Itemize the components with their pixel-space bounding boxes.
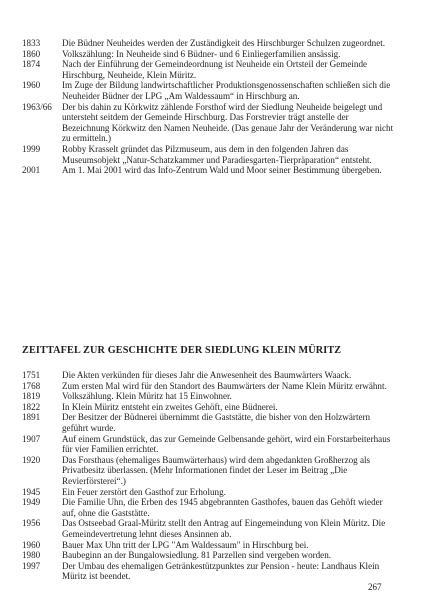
timeline-entry bbox=[22, 38, 394, 49]
entry-year: 1819 bbox=[22, 391, 41, 402]
timeline-entry bbox=[22, 434, 394, 455]
timeline-entry bbox=[22, 165, 394, 176]
timeline-entry bbox=[22, 391, 394, 402]
entry-year: 1963/66 bbox=[22, 101, 52, 112]
timeline-entry bbox=[22, 59, 394, 80]
entry-text: Die Akten verkünden für dieses Jahr die Anwesenheit des Baumwärters Waack. bbox=[62, 370, 352, 380]
entry-year: 1960 bbox=[22, 539, 41, 550]
entry-text: Nach der Einführung der Gemeindeordnung ist Neuheide ein Ortsteil der Gemeinde Hirschburg, Neuheide, Klein Müritz. bbox=[62, 59, 368, 80]
entry-year: 1945 bbox=[22, 486, 41, 497]
timeline-entry bbox=[22, 80, 394, 101]
entry-text: Die Büdner Neuheides werden der Zuständigkeit des Hirschburger Schulzen zugeordnet. bbox=[62, 38, 386, 48]
timeline-entry bbox=[22, 102, 394, 144]
entry-year: 1997 bbox=[22, 560, 41, 571]
entry-text: Das Ostseebad Graal-Müritz stellt den Antrag auf Eingemeindung von Klein Müritz. Die Gemeindevertretung lehnt dieses Ansinnen ab. bbox=[62, 518, 386, 539]
timeline-entry bbox=[22, 381, 394, 392]
entry-year: 1751 bbox=[22, 370, 41, 380]
entry-text: Zum ersten Mal wird für den Standort des Baumwärters der Name Klein Müritz erwähnt. bbox=[62, 380, 387, 391]
entry-text: Im Zuge der Bildung landwirtschaftlicher Produktionsgenossenschaften schließen sich die Neuheider Büdner der LPG „Am Waldessaum“ in Hirschburg an. bbox=[62, 80, 391, 101]
page-number: 267 bbox=[368, 582, 382, 592]
entry-year: 1833 bbox=[22, 38, 41, 48]
entry-text: Ein Feuer zerstört den Gasthof zur Erholung. bbox=[62, 486, 226, 497]
entry-text: Robby Krasselt gründet das Pilzmuseum, aus dem in den folgenden Jahren das Museumsobjekt „Natur-Schatzkammer und Paradiesgarten-Tierpräparation“ entsteht. bbox=[62, 143, 372, 165]
timeline-entry bbox=[22, 487, 394, 498]
entry-year: 1956 bbox=[22, 518, 41, 529]
timeline-entry bbox=[22, 49, 394, 60]
entry-text: Bauer Max Uhn tritt der LPG "Am Waldessaum" in Hirschburg bei. bbox=[62, 539, 309, 550]
timeline-entry bbox=[22, 370, 394, 381]
entry-text: Der bis dahin zu Körkwitz zählende Forsthof wird der Siedlung Neuheide beigelegt und untersteht seitdem der Gemeinde Hirschburg. Das Forstrevier trägt anstelle der Bezeichnung Körkwitz den Namen Neuheide. (Das genaue Jahr der Veränderung war nicht zu ermitteln.) bbox=[62, 101, 394, 144]
entry-year: 1874 bbox=[22, 59, 41, 70]
section-heading: ZEITTAFEL ZUR GESCHICHTE DER SIEDLUNG KLEIN MÜRITZ bbox=[22, 345, 342, 356]
entry-text: Das Forsthaus (ehemaliges Baumwärterhaus) wird dem abgedankten Großherzog als Privatbesitz überlassen. (Mehr Informationen findet der Leser im Beitrag „Die Revierförsterei“.) bbox=[62, 454, 371, 486]
timeline-entry bbox=[22, 561, 394, 582]
entry-text: Baubeginn an der Bungalowsiedlung. 81 Parzellen sind vergeben worden. bbox=[62, 550, 332, 561]
entry-year: 1822 bbox=[22, 401, 41, 412]
entry-text: Auf einem Grundstück, das zur Gemeinde Gelbensande gehört, wird ein Forstarbeiterhaus für vier Familien errichtet. bbox=[62, 433, 391, 455]
entry-text: Am 1. Mai 2001 wird das Info-Zentrum Wald und Moor seiner Bestimmung übergeben. bbox=[62, 165, 382, 176]
entry-text: Volkszählung: In Neuheide sind 6 Büdner- und 6 Einliegerfamilien ansässig. bbox=[62, 48, 341, 59]
timeline-entry bbox=[22, 412, 394, 433]
entry-year: 1891 bbox=[22, 412, 41, 423]
entry-year: 1768 bbox=[22, 380, 41, 391]
entry-year: 1960 bbox=[22, 80, 41, 91]
entry-text: Die Familie Uhn, die Erben des 1945 abgebrannten Gasthofes, bauen das Gehöft wieder auf, ohne die Gaststätte. bbox=[62, 497, 383, 518]
timeline-entry bbox=[22, 540, 394, 551]
timeline-entry bbox=[22, 518, 394, 539]
timeline-entry bbox=[22, 144, 394, 165]
entry-text: Der Umbau des ehemaligen Getränkestützpunktes zur Pension - heute: Landhaus Klein Müritz ist beendet. bbox=[62, 560, 380, 582]
entry-year: 1860 bbox=[22, 48, 41, 59]
timeline-entry bbox=[22, 402, 394, 413]
entry-text: Der Besitzer der Büdnerei übernimmt die Gaststätte, die bisher von den Holzwärtern geführt wurde. bbox=[62, 412, 371, 433]
entry-text: In Klein Müritz entsteht ein zweites Gehöft, eine Büdnerei. bbox=[62, 401, 278, 412]
timeline-klein-mueritz bbox=[22, 370, 394, 582]
entry-year: 1980 bbox=[22, 550, 41, 561]
entry-year: 1907 bbox=[22, 433, 41, 444]
timeline-entry bbox=[22, 550, 394, 561]
timeline-neuheide bbox=[22, 38, 394, 176]
entry-year: 1949 bbox=[22, 497, 41, 508]
timeline-entry bbox=[22, 497, 394, 518]
entry-year: 2001 bbox=[22, 165, 41, 176]
entry-year: 1920 bbox=[22, 454, 41, 465]
entry-year: 1999 bbox=[22, 143, 41, 154]
entry-text: Volkszählung. Klein Müritz hat 15 Einwohner. bbox=[62, 391, 232, 402]
timeline-entry bbox=[22, 455, 394, 487]
